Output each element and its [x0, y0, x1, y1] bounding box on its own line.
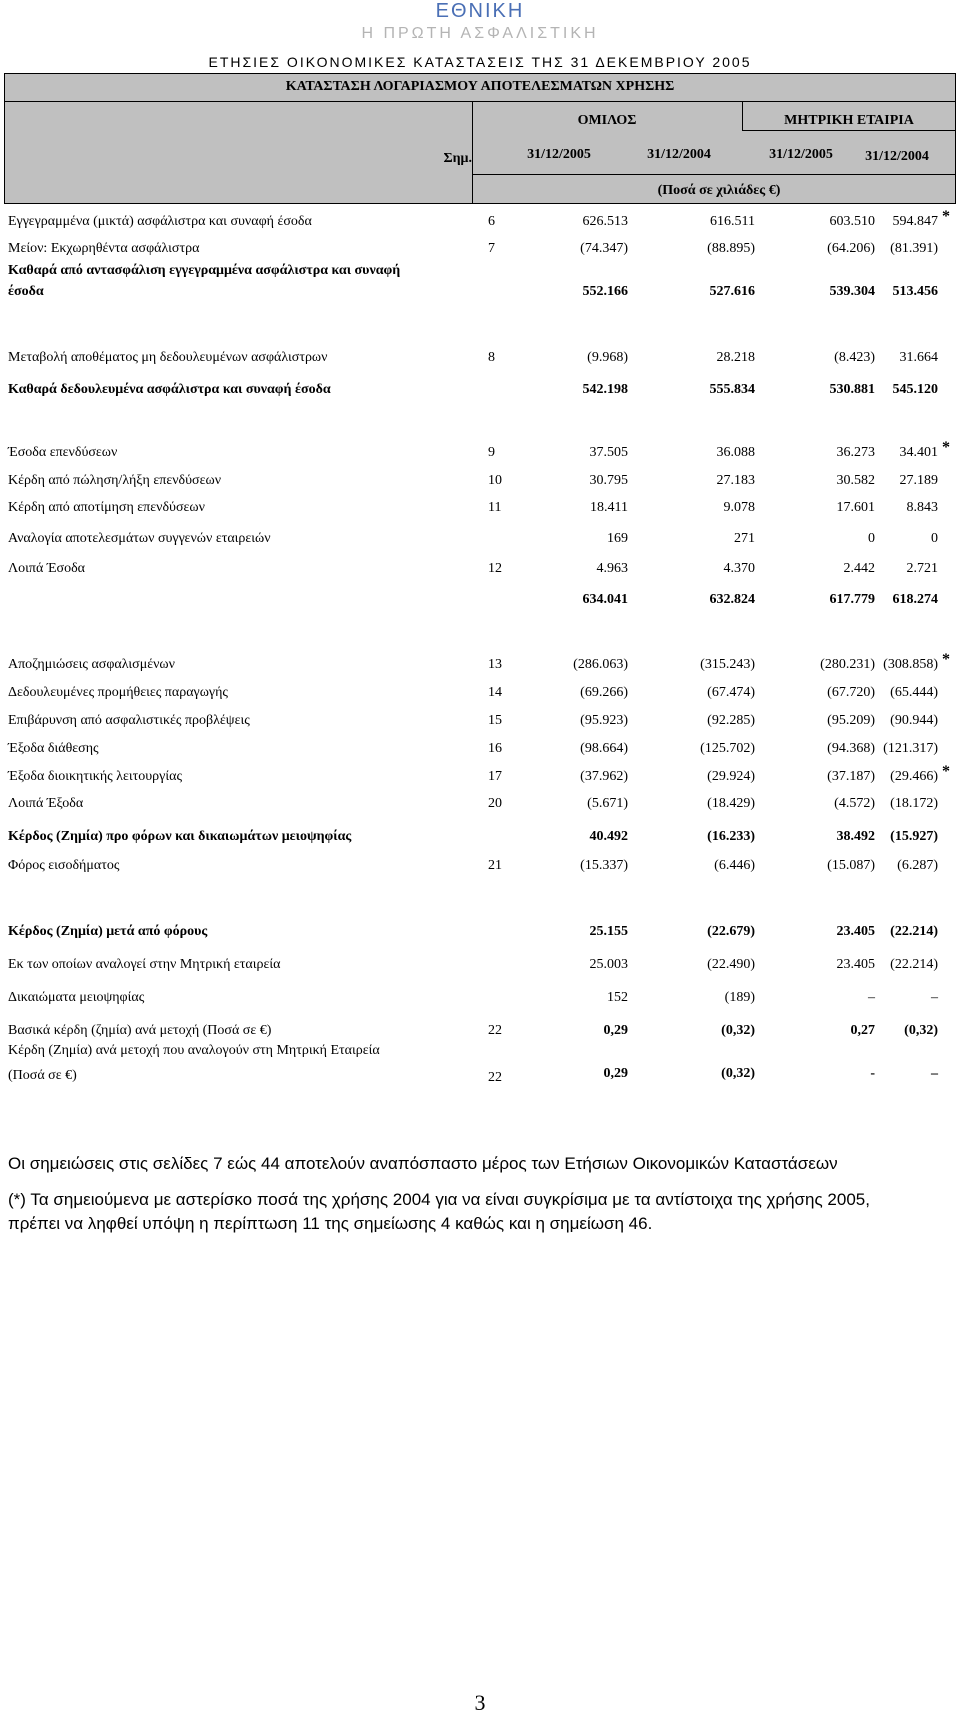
- value-cell: (16.233): [707, 829, 755, 844]
- note-ref: 7: [488, 241, 495, 256]
- value-cell: (5.671): [587, 796, 628, 811]
- note-ref: 11: [488, 500, 502, 515]
- value-cell: 616.511: [710, 214, 755, 229]
- value-cell: (4.572): [834, 796, 875, 811]
- row-label: Κέρδη (Ζημία) ανά μετοχή που αναλογούν στη Μητρική Εταιρεία: [8, 1043, 380, 1058]
- row-label: Μείον: Εκχωρηθέντα ασφάλιστρα: [8, 241, 200, 256]
- value-cell: 0,27: [850, 1023, 875, 1038]
- value-cell: (22.490): [707, 957, 755, 972]
- value-cell: 626.513: [582, 214, 628, 229]
- value-cell: 28.218: [716, 350, 755, 365]
- value-cell: –: [868, 990, 875, 1005]
- table-header: [4, 73, 956, 204]
- value-cell: –: [931, 990, 938, 1005]
- value-cell: 18.411: [590, 500, 628, 515]
- value-cell: (37.962): [580, 769, 628, 784]
- footer-note: Οι σημειώσεις στις σελίδες 7 εώς 44 αποτελούν αναπόσπαστο μέρος των Ετήσιων Οικονομικών Καταστάσεων: [8, 1154, 838, 1173]
- value-cell: 31.664: [899, 350, 938, 365]
- note-ref: 13: [488, 657, 502, 672]
- value-cell: (6.287): [897, 858, 938, 873]
- value-cell: (95.923): [580, 713, 628, 728]
- footer-asterisk-note-line2: πρέπει να ληφθεί υπόψη η περίπτωση 11 της σημείωσης 4 καθώς και η σημείωση 46.: [8, 1214, 653, 1233]
- value-cell: 2.721: [906, 561, 938, 576]
- value-cell: (74.347): [580, 241, 628, 256]
- value-cell: 4.963: [596, 561, 628, 576]
- note-ref: 15: [488, 713, 502, 728]
- statement-title: ΚΑΤΑΣΤΑΣΗ ΛΟΓΑΡΙΑΣΜΟΥ ΑΠΟΤΕΛΕΣΜΑΤΩΝ ΧΡΗΣΗΣ: [285, 79, 675, 94]
- row-label: Καθαρά από αντασφάλιση εγγεγραμμένα ασφάλιστρα και συναφή: [8, 263, 401, 278]
- value-cell: (15.927): [890, 829, 938, 844]
- value-cell: (67.474): [707, 685, 755, 700]
- date-header: 31/12/2004: [647, 147, 711, 162]
- value-cell: 4.370: [723, 561, 755, 576]
- value-cell: (81.391): [890, 241, 938, 256]
- row-label: Καθαρά δεδουλευμένα ασφάλιστρα και συναφή έσοδα: [8, 382, 331, 397]
- row-label: Επιβάρυνση από ασφαλιστικές προβλέψεις: [8, 713, 250, 728]
- note-ref: 16: [488, 741, 502, 756]
- row-label: Αποζημιώσεις ασφαλισμένων: [8, 657, 175, 672]
- value-cell: (125.702): [700, 741, 755, 756]
- note-ref: 9: [488, 445, 495, 460]
- value-cell: 513.456: [892, 284, 938, 299]
- value-cell: 542.198: [582, 382, 628, 397]
- value-cell: 0,29: [603, 1066, 628, 1081]
- group-column-header: ΟΜΙΛΟΣ: [577, 113, 637, 128]
- value-cell: (18.172): [890, 796, 938, 811]
- note-ref: 22: [488, 1070, 502, 1085]
- note-ref: 17: [488, 769, 502, 784]
- amounts-unit-label: (Ποσά σε χιλιάδες €): [657, 183, 781, 198]
- value-cell: (0,32): [721, 1023, 755, 1038]
- note-ref: 8: [488, 350, 495, 365]
- value-cell: 34.401: [899, 445, 938, 460]
- row-label: Φόρος εισοδήματος: [8, 858, 120, 873]
- note-ref: 14: [488, 685, 502, 700]
- value-cell: 25.155: [589, 924, 628, 939]
- value-cell: 8.843: [906, 500, 938, 515]
- row-label: Κέρδη από αποτίμηση επενδύσεων: [8, 500, 205, 515]
- value-cell: (29.924): [707, 769, 755, 784]
- value-cell: 0: [868, 531, 875, 546]
- date-header: 31/12/2005: [769, 147, 833, 162]
- value-cell: 2.442: [843, 561, 875, 576]
- company-logo-title: ΕΘΝΙΚΗ: [435, 0, 525, 22]
- row-label: Εκ των οποίων αναλογεί στην Μητρική εταιρεία: [8, 957, 281, 972]
- value-cell: 40.492: [589, 829, 628, 844]
- value-cell: (189): [724, 990, 755, 1005]
- value-cell: –: [931, 1066, 938, 1081]
- row-label: Λοιπά Έσοδα: [8, 561, 86, 576]
- page-number: 3: [474, 1690, 486, 1715]
- asterisk-marker: *: [942, 763, 950, 780]
- value-cell: 152: [607, 990, 628, 1005]
- row-label-continued: έσοδα: [8, 284, 44, 299]
- value-cell: (6.446): [714, 858, 755, 873]
- date-header: 31/12/2005: [527, 147, 591, 162]
- asterisk-marker: *: [942, 208, 950, 225]
- value-cell: 23.405: [836, 924, 875, 939]
- note-ref: 22: [488, 1023, 502, 1038]
- value-cell: (308.858): [883, 657, 938, 672]
- value-cell: 632.824: [709, 592, 755, 607]
- value-cell: 25.003: [589, 957, 628, 972]
- value-cell: (315.243): [700, 657, 755, 672]
- value-cell: 27.189: [899, 473, 938, 488]
- value-cell: 545.120: [892, 382, 938, 397]
- value-cell: (8.423): [834, 350, 875, 365]
- value-cell: (18.429): [707, 796, 755, 811]
- value-cell: 36.088: [716, 445, 755, 460]
- value-cell: -: [870, 1066, 875, 1081]
- value-cell: (0,32): [721, 1066, 755, 1081]
- parent-company-column-header: ΜΗΤΡΙΚΗ ΕΤΑΙΡΙΑ: [784, 113, 914, 128]
- row-label: Βασικά κέρδη (ζημία) ανά μετοχή (Ποσά σε €): [8, 1023, 272, 1038]
- asterisk-marker: *: [942, 651, 950, 668]
- value-cell: (286.063): [573, 657, 628, 672]
- value-cell: (29.466): [890, 769, 938, 784]
- note-ref: 6: [488, 214, 495, 229]
- value-cell: (92.285): [707, 713, 755, 728]
- value-cell: 594.847: [892, 214, 938, 229]
- value-cell: 0,29: [603, 1023, 628, 1038]
- asterisk-marker: *: [942, 439, 950, 456]
- value-cell: (69.266): [580, 685, 628, 700]
- value-cell: (15.087): [827, 858, 875, 873]
- row-label: Κέρδος (Ζημία) προ φόρων και δικαιωμάτων μειοψηφίας: [8, 829, 352, 844]
- value-cell: (64.206): [827, 241, 875, 256]
- value-cell: 169: [607, 531, 628, 546]
- value-cell: 30.582: [836, 473, 875, 488]
- value-cell: (15.337): [580, 858, 628, 873]
- row-label: Δεδουλευμένες προμήθειες παραγωγής: [8, 685, 228, 700]
- value-cell: (90.944): [890, 713, 938, 728]
- footer-asterisk-note-line1: (*) Τα σημειούμενα με αστερίσκο ποσά της χρήσης 2004 για να είναι συγκρίσιμα με τα αντίστοιχα της χρήσης 2005,: [8, 1190, 870, 1209]
- value-cell: 603.510: [829, 214, 875, 229]
- value-cell: (88.895): [707, 241, 755, 256]
- note-column-header: Σημ.: [443, 151, 472, 166]
- value-cell: 539.304: [829, 284, 875, 299]
- row-label: Έσοδα επενδύσεων: [8, 445, 118, 460]
- value-cell: 530.881: [829, 382, 875, 397]
- value-cell: (22.214): [890, 957, 938, 972]
- row-label: Κέρδος (Ζημία) μετά από φόρους: [8, 924, 208, 939]
- value-cell: (37.187): [827, 769, 875, 784]
- value-cell: (67.720): [827, 685, 875, 700]
- row-label: Δικαιώματα μειοψηφίας: [8, 990, 145, 1005]
- note-ref: 10: [488, 473, 502, 488]
- value-cell: 37.505: [589, 445, 628, 460]
- value-cell: 36.273: [836, 445, 875, 460]
- value-cell: (0,32): [904, 1023, 938, 1038]
- row-label: Αναλογία αποτελεσμάτων συγγενών εταιρειών: [8, 531, 271, 546]
- row-label: Εγγεγραμμένα (μικτά) ασφάλιστρα και συναφή έσοδα: [8, 214, 312, 229]
- value-cell: 552.166: [582, 284, 628, 299]
- value-cell: (22.679): [707, 924, 755, 939]
- value-cell: 27.183: [716, 473, 755, 488]
- value-cell: 9.078: [723, 500, 755, 515]
- value-cell: 617.779: [829, 592, 875, 607]
- value-cell: 38.492: [836, 829, 875, 844]
- date-header: 31/12/2004: [865, 149, 929, 164]
- row-label: Μεταβολή αποθέματος μη δεδουλευμένων ασφάλιστρων: [8, 350, 328, 365]
- value-cell: (95.209): [827, 713, 875, 728]
- value-cell: (98.664): [580, 741, 628, 756]
- value-cell: 271: [734, 531, 755, 546]
- report-title: ΕΤΗΣΙΕΣ ΟΙΚΟΝΟΜΙΚΕΣ ΚΑΤΑΣΤΑΣΕΙΣ ΤΗΣ 31 ΔΕΚΕΜΒΡΙΟΥ 2005: [208, 54, 752, 70]
- note-ref: 20: [488, 796, 502, 811]
- row-label: Έξοδα διάθεσης: [8, 741, 99, 756]
- value-cell: 17.601: [836, 500, 875, 515]
- row-label: Λοιπά Έξοδα: [8, 796, 84, 811]
- value-cell: (22.214): [890, 924, 938, 939]
- value-cell: 0: [931, 531, 938, 546]
- value-cell: 634.041: [582, 592, 628, 607]
- value-cell: (65.444): [890, 685, 938, 700]
- value-cell: 30.795: [589, 473, 628, 488]
- row-label: Κέρδη από πώληση/λήξη επενδύσεων: [8, 473, 222, 488]
- value-cell: 23.405: [836, 957, 875, 972]
- value-cell: (121.317): [883, 741, 938, 756]
- value-cell: 618.274: [892, 592, 938, 607]
- value-cell: 527.616: [709, 284, 755, 299]
- row-label: Έξοδα διοικητικής λειτουργίας: [8, 769, 182, 784]
- value-cell: (94.368): [827, 741, 875, 756]
- note-ref: 12: [488, 561, 502, 576]
- value-cell: 555.834: [709, 382, 755, 397]
- row-label-continued: (Ποσά σε €): [8, 1068, 77, 1083]
- note-ref: 21: [488, 858, 502, 873]
- value-cell: (280.231): [820, 657, 875, 672]
- value-cell: (9.968): [587, 350, 628, 365]
- company-tagline: Η ΠΡΩΤΗ ΑΣΦΑΛΙΣΤΙΚΗ: [361, 25, 599, 42]
